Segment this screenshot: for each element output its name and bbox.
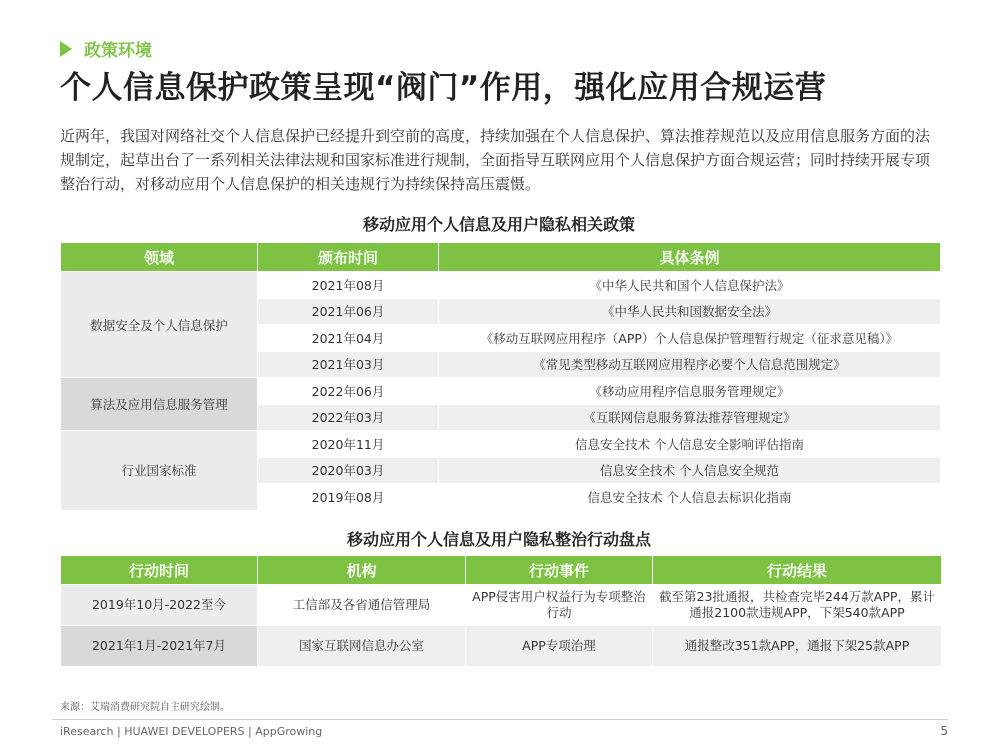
action-table-caption: 移动应用个人信息及用户隐私整治行动盘点 xyxy=(346,530,651,549)
item-cell: 《互联网信息服务算法推荐管理规定》 xyxy=(583,410,796,426)
result-cell: 通报整改351款APP，通报下架25款APP xyxy=(684,638,910,653)
header-item: 具体条例 xyxy=(439,243,940,271)
table-row xyxy=(61,585,941,625)
time-cell: 2019年10月-2022至今 xyxy=(61,585,257,625)
item-cell: 《常见类型移动互联网应用程序必要个人信息范围规定》 xyxy=(533,357,846,373)
header-time: 行动时间 xyxy=(61,556,257,584)
date-cell: 2021年08月 xyxy=(311,277,385,293)
domain-cell: 算法及应用信息服务管理 xyxy=(61,378,257,430)
header-domain: 领域 xyxy=(61,243,257,271)
time-cell: 2021年1月-2021年7月 xyxy=(61,626,257,666)
domain-cell: 数据安全及个人信息保护 xyxy=(61,272,257,377)
date-cell: 2021年03月 xyxy=(311,357,385,373)
policy-table-caption: 移动应用个人信息及用户隐私相关政策 xyxy=(362,215,635,234)
header-org: 机构 xyxy=(258,556,465,584)
page-title: 个人信息保护政策呈现“阀门”作用，强化应用合规运营 xyxy=(60,70,827,106)
action-table-header xyxy=(61,556,941,584)
date-cell: 2020年11月 xyxy=(311,436,385,452)
table-row xyxy=(61,626,941,666)
page-number: 5 xyxy=(940,724,948,738)
policy-table xyxy=(60,242,941,511)
header-date: 颁布时间 xyxy=(258,243,438,271)
result-cell: 截至第23批通报，共检查完毕244万款APP，累计通报2100款违规APP，下架540款APP xyxy=(659,589,935,620)
policy-table-header xyxy=(61,243,940,271)
date-cell: 2022年03月 xyxy=(311,410,385,426)
date-cell: 2021年04月 xyxy=(311,330,385,346)
org-cell: 国家互联网信息办公室 xyxy=(298,638,424,653)
table-row xyxy=(61,378,940,404)
footer-divider xyxy=(52,719,948,720)
item-cell: 信息安全技术 个人信息安全规范 xyxy=(600,463,779,479)
date-cell: 2019年08月 xyxy=(311,489,385,505)
header-event: 行动事件 xyxy=(466,556,652,584)
play-arrow-icon xyxy=(60,41,72,57)
table-row xyxy=(61,431,940,457)
footer-credits: iResearch | HUAWEI DEVELOPERS | AppGrowing xyxy=(60,725,323,738)
item-cell: 《中华人民共和国个人信息保护法》 xyxy=(589,277,790,293)
table-row xyxy=(61,272,940,298)
section-tag xyxy=(60,36,152,61)
event-cell: APP专项治理 xyxy=(522,638,596,653)
date-cell: 2021年06月 xyxy=(311,304,385,320)
section-label: 政策环境 xyxy=(84,41,152,61)
item-cell: 《移动应用程序信息服务管理规定》 xyxy=(589,383,790,399)
intro-paragraph: 近两年，我国对网络社交个人信息保护已经提升到空前的高度，持续加强在个人信息保护、算法推荐规范以及应用信息服务方面的法规制定，起草出台了一系列相关法律法规和国家标准进行规制，全面指导互联网应用个人信息保护方面合规运营；同时持续开展专项整治行动，对移动应用个人信息保护的相关违规行为持续保持高压震慑。 xyxy=(60,127,931,193)
date-cell: 2022年06月 xyxy=(311,383,385,399)
event-cell: APP侵害用户权益行为专项整治行动 xyxy=(472,589,646,620)
item-cell: 信息安全技术 个人信息安全影响评估指南 xyxy=(575,436,804,452)
header-result: 行动结果 xyxy=(653,556,941,584)
action-table xyxy=(60,555,942,667)
date-cell: 2020年03月 xyxy=(311,463,385,479)
domain-cell: 行业国家标准 xyxy=(61,431,257,510)
item-cell: 《移动互联网应用程序（APP）个人信息保护管理暂行规定（征求意见稿）》 xyxy=(480,330,899,346)
item-cell: 《中华人民共和国数据安全法》 xyxy=(601,304,777,320)
source-note: 来源：艾瑞消费研究院自主研究绘制。 xyxy=(60,702,230,713)
org-cell: 工信部及各省通信管理局 xyxy=(292,597,431,612)
item-cell: 信息安全技术 个人信息去标识化指南 xyxy=(587,489,792,505)
